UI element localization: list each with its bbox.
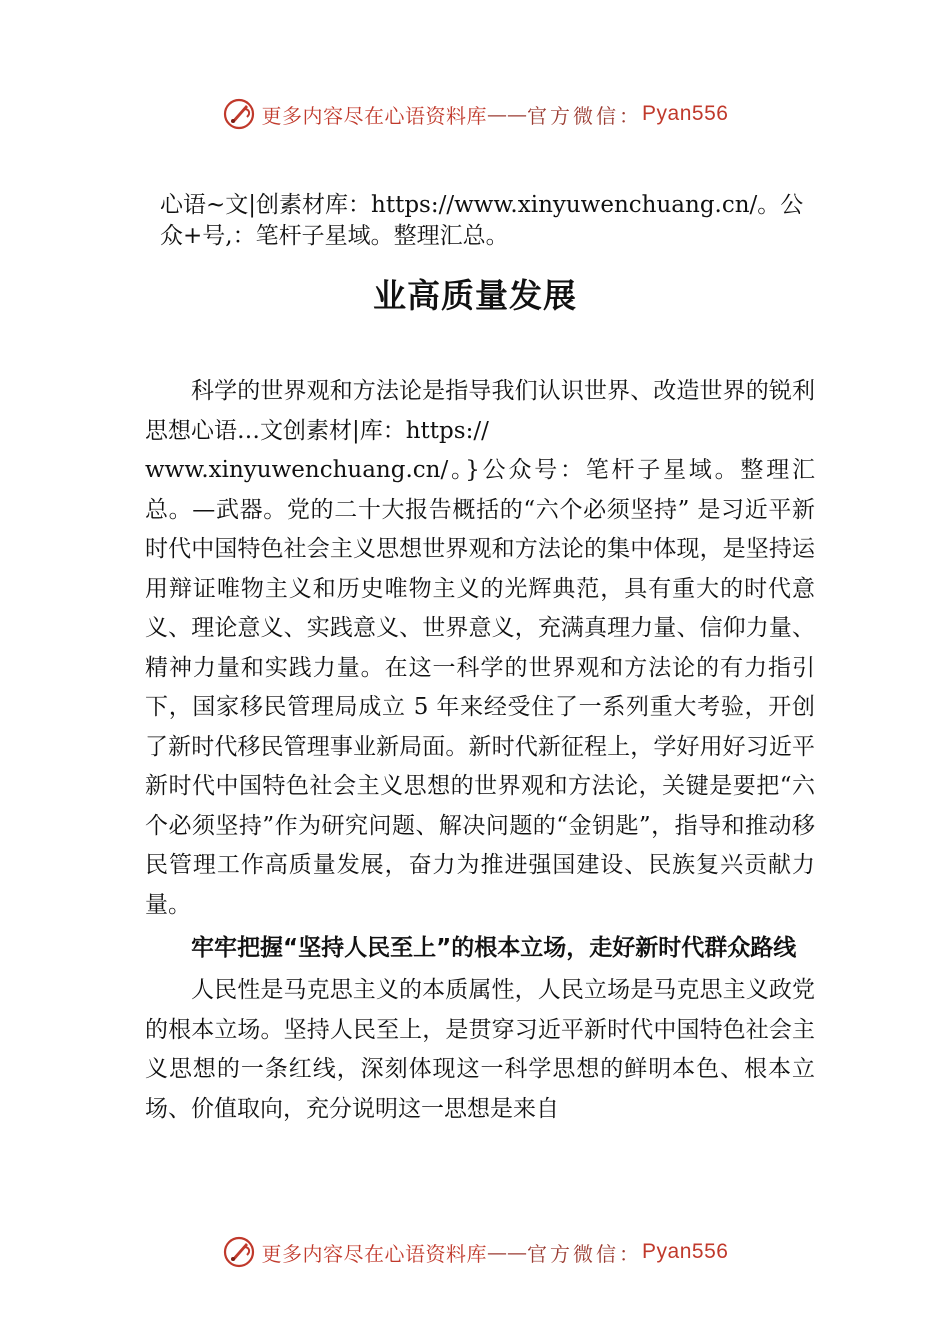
paragraph-1-intro: 科学的世界观和方法论是指导我们认识世界、改造世界的锐利思想心语…文创素材|库：https://: [145, 378, 815, 444]
banner-dash: ——: [487, 102, 528, 126]
source-note-line-2: 众+号,：笔杆子星域。整理汇总。: [160, 223, 509, 249]
banner-wechat-label: 官方微信：: [527, 103, 643, 128]
bottom-watermark-banner: [0, 1232, 950, 1272]
banner-dash: ——: [487, 1240, 528, 1264]
paragraph-2: 人民性是马克思主义的本质属性，人民立场是马克思主义政党的根本立场。坚持人民至上，是贯穿习近平新时代中国特色社会主义思想的一条红线，深刻体现这一科学思想的鲜明本色、根本立场、价值取向，充分说明这一思想是来自: [145, 977, 815, 1122]
banner-brand-text: 更多内容尽在心语资料库: [261, 103, 488, 128]
source-note-line-1: 心语~文|创素材库：https://www.xinyuwenchuang.cn/。公: [160, 192, 804, 218]
banner-wechat-id: Pyan556: [642, 1240, 729, 1263]
banner-brand-text: 更多内容尽在心语资料库: [261, 1241, 488, 1266]
banner-wechat-id: Pyan556: [642, 102, 729, 125]
paragraph-1-continued: www.xinyuwenchuang.cn/。}公众号：笔杆子星域。整理汇总。—武器。党的二十大报告概括的“六个必须坚持” 是习近平新时代中国特色社会主义思想世界观和方法论的集中体现，是坚持运用辩证唯物主义和历史唯物主义的光辉典范，具有重大的时代意义、理论意义、实践意义、世界意义，充满真理力量、信仰力量、精神力量和实践力量。在这一科学的世界观和方法论的有力指引下，国家移民管理局成立 5 年来经受住了一系列重大考验，开创了新时代移民管理事业新局面。新时代新征程上，学好用好习近平新时代中国特色社会主义思想的世界观和方法论，关键是要把“六个必须坚持”作为研究问题、解决问题的“金钥匙”，指导和推动移民管理工作高质量发展，奋力为推进强国建设、民族复兴贡献力量。: [145, 457, 815, 918]
document-title: 业高质量发展: [373, 276, 577, 315]
quill-emblem-icon: [222, 1235, 256, 1269]
section-heading: 牢牢把握“坚持人民至上”的根本立场，走好新时代群众路线: [191, 935, 797, 961]
top-watermark-banner: [0, 94, 950, 134]
document-body: [145, 372, 815, 1129]
banner-wechat-label: 官方微信：: [527, 1241, 643, 1266]
source-note: [160, 190, 840, 252]
quill-emblem-icon: [222, 97, 256, 131]
